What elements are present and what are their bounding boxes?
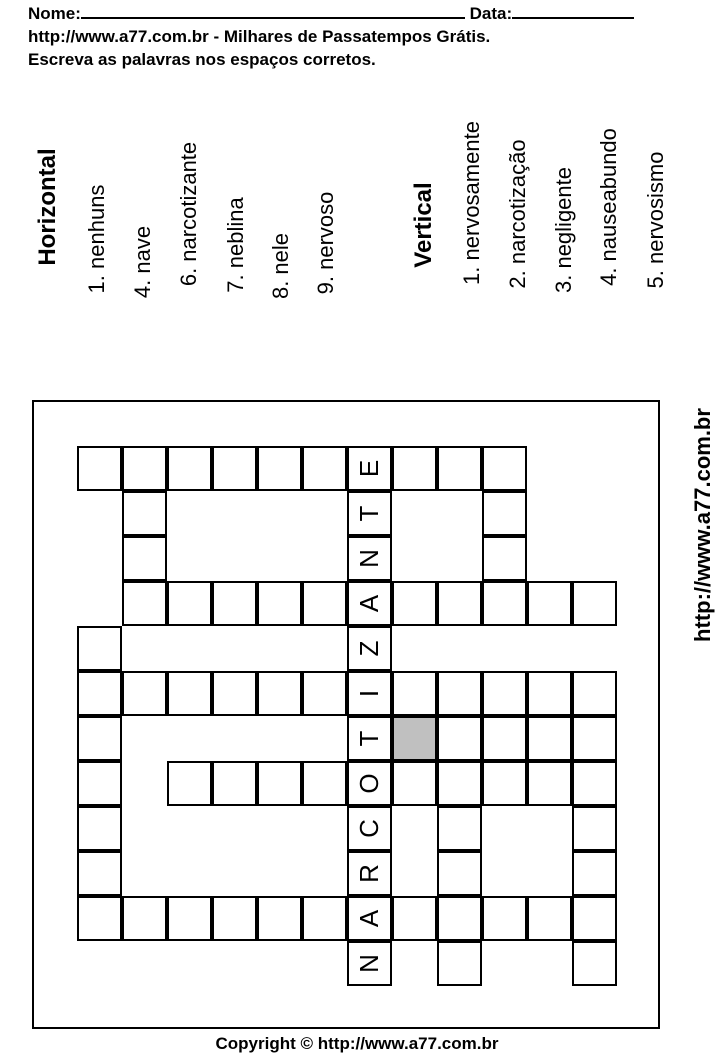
- grid-cell[interactable]: [347, 806, 392, 851]
- grid-cell[interactable]: [572, 941, 617, 986]
- grid-cell[interactable]: [572, 581, 617, 626]
- vertical-item-4: 4. nauseabundo: [596, 128, 621, 286]
- grid-cell[interactable]: [572, 851, 617, 896]
- grid-cell[interactable]: [302, 446, 347, 491]
- grid-cell[interactable]: [572, 896, 617, 941]
- grid-cell[interactable]: [167, 671, 212, 716]
- grid-cell[interactable]: [302, 761, 347, 806]
- grid-cell[interactable]: [437, 581, 482, 626]
- grid-cell[interactable]: [212, 761, 257, 806]
- grid-cell[interactable]: [77, 626, 122, 671]
- grid-cell[interactable]: [527, 671, 572, 716]
- side-url: http://www.a77.com.br: [690, 408, 715, 642]
- grid-cell[interactable]: [482, 581, 527, 626]
- date-label: Data:: [469, 4, 513, 23]
- grid-cell[interactable]: [302, 671, 347, 716]
- cell-letter: O: [354, 773, 384, 794]
- cell-letter: Z: [354, 640, 384, 657]
- grid-cell[interactable]: [302, 896, 347, 941]
- grid-cell[interactable]: [437, 806, 482, 851]
- name-label: Nome:: [28, 4, 81, 23]
- name-date-line: [28, 3, 634, 24]
- grid-cell[interactable]: [392, 761, 437, 806]
- grid-cell[interactable]: [482, 536, 527, 581]
- grid-cell[interactable]: [77, 716, 122, 761]
- cell-letter: R: [354, 864, 384, 883]
- grid-cell[interactable]: [392, 446, 437, 491]
- grid-cell[interactable]: [122, 536, 167, 581]
- grid-cell[interactable]: [122, 671, 167, 716]
- cell-letter: N: [354, 954, 384, 973]
- vertical-item-3: 3. negligente: [551, 167, 576, 293]
- cell-letter: I: [354, 689, 384, 698]
- grid-cell[interactable]: [527, 896, 572, 941]
- horizontal-item-5: 8. nele: [268, 232, 293, 300]
- cell-letter: T: [354, 505, 384, 522]
- grid-cell[interactable]: [482, 491, 527, 536]
- grid-cell[interactable]: [392, 581, 437, 626]
- cell-letter: A: [354, 909, 384, 928]
- horizontal-item-4: 7. neblina: [223, 197, 248, 293]
- shaded-cell: [392, 716, 437, 761]
- grid-cell[interactable]: [482, 896, 527, 941]
- cell-letter: E: [354, 459, 384, 478]
- grid-cell[interactable]: [122, 581, 167, 626]
- grid-cell[interactable]: [167, 446, 212, 491]
- grid-cell[interactable]: [347, 536, 392, 581]
- grid-cell[interactable]: [122, 446, 167, 491]
- date-field[interactable]: [512, 3, 634, 19]
- grid-cell[interactable]: [122, 491, 167, 536]
- grid-cell[interactable]: [572, 671, 617, 716]
- grid-cell[interactable]: [122, 896, 167, 941]
- grid-cell[interactable]: [347, 761, 392, 806]
- grid-cell[interactable]: [347, 491, 392, 536]
- grid-cell[interactable]: [527, 716, 572, 761]
- horizontal-item-2: 4. nave: [130, 225, 155, 299]
- grid-cell[interactable]: [77, 851, 122, 896]
- grid-cell[interactable]: [572, 806, 617, 851]
- grid-cell[interactable]: [347, 896, 392, 941]
- grid-cell[interactable]: [437, 716, 482, 761]
- grid-cell[interactable]: [212, 671, 257, 716]
- grid-cell[interactable]: [392, 671, 437, 716]
- grid-cell[interactable]: [167, 896, 212, 941]
- grid-cell[interactable]: [212, 581, 257, 626]
- cell-letter: N: [354, 549, 384, 568]
- grid-cell[interactable]: [347, 446, 392, 491]
- grid-cell[interactable]: [437, 851, 482, 896]
- cell-letter: T: [354, 730, 384, 747]
- grid-cell[interactable]: [347, 941, 392, 986]
- grid-cell[interactable]: [482, 761, 527, 806]
- grid-cell[interactable]: [437, 671, 482, 716]
- cell-letter: C: [354, 819, 384, 838]
- name-field[interactable]: [81, 3, 465, 19]
- grid-cell[interactable]: [572, 716, 617, 761]
- grid-cell[interactable]: [257, 671, 302, 716]
- horizontal-item-1: 1. nenhuns: [84, 184, 109, 294]
- horizontal-heading: Horizontal: [34, 148, 61, 266]
- vertical-heading: Vertical: [410, 182, 437, 268]
- grid-cell[interactable]: [347, 851, 392, 896]
- source-line: http://www.a77.com.br - Milhares de Passatempos Grátis.: [28, 27, 491, 46]
- vertical-item-2: 2. narcotização: [505, 139, 530, 289]
- vertical-item-5: 5. nervosismo: [643, 151, 668, 289]
- horizontal-item-3: 6. narcotizante: [176, 141, 201, 287]
- grid-cell[interactable]: [212, 446, 257, 491]
- instruction-line: Escreva as palavras nos espaços corretos.: [28, 50, 376, 69]
- grid-cell[interactable]: [347, 626, 392, 671]
- grid-cell[interactable]: [77, 896, 122, 941]
- grid-cell[interactable]: [572, 761, 617, 806]
- grid-cell[interactable]: [257, 581, 302, 626]
- grid-cell[interactable]: [347, 581, 392, 626]
- grid-cell[interactable]: [482, 671, 527, 716]
- grid-cell[interactable]: [77, 446, 122, 491]
- grid-cell[interactable]: [527, 761, 572, 806]
- grid-cell[interactable]: [77, 806, 122, 851]
- grid-cell[interactable]: [527, 581, 572, 626]
- grid-cell[interactable]: [167, 761, 212, 806]
- grid-cell[interactable]: [167, 581, 212, 626]
- grid-cell[interactable]: [347, 716, 392, 761]
- cell-letter: A: [354, 594, 384, 613]
- grid-cell[interactable]: [257, 761, 302, 806]
- grid-cell[interactable]: [257, 446, 302, 491]
- grid-cell[interactable]: [437, 941, 482, 986]
- copyright: Copyright © http://www.a77.com.br: [215, 1034, 499, 1053]
- grid-cell[interactable]: [392, 896, 437, 941]
- grid-cell[interactable]: [77, 671, 122, 716]
- grid-cell[interactable]: [77, 761, 122, 806]
- grid-cell[interactable]: [437, 761, 482, 806]
- horizontal-item-6: 9. nervoso: [313, 191, 338, 295]
- grid-cell[interactable]: [302, 581, 347, 626]
- grid-cell[interactable]: [257, 896, 302, 941]
- grid-cell[interactable]: [347, 671, 392, 716]
- vertical-item-1: 1. nervosamente: [459, 121, 484, 285]
- grid-cell[interactable]: [482, 446, 527, 491]
- grid-cell[interactable]: [437, 896, 482, 941]
- grid-cell[interactable]: [212, 896, 257, 941]
- grid-cell[interactable]: [482, 716, 527, 761]
- grid-cell[interactable]: [437, 446, 482, 491]
